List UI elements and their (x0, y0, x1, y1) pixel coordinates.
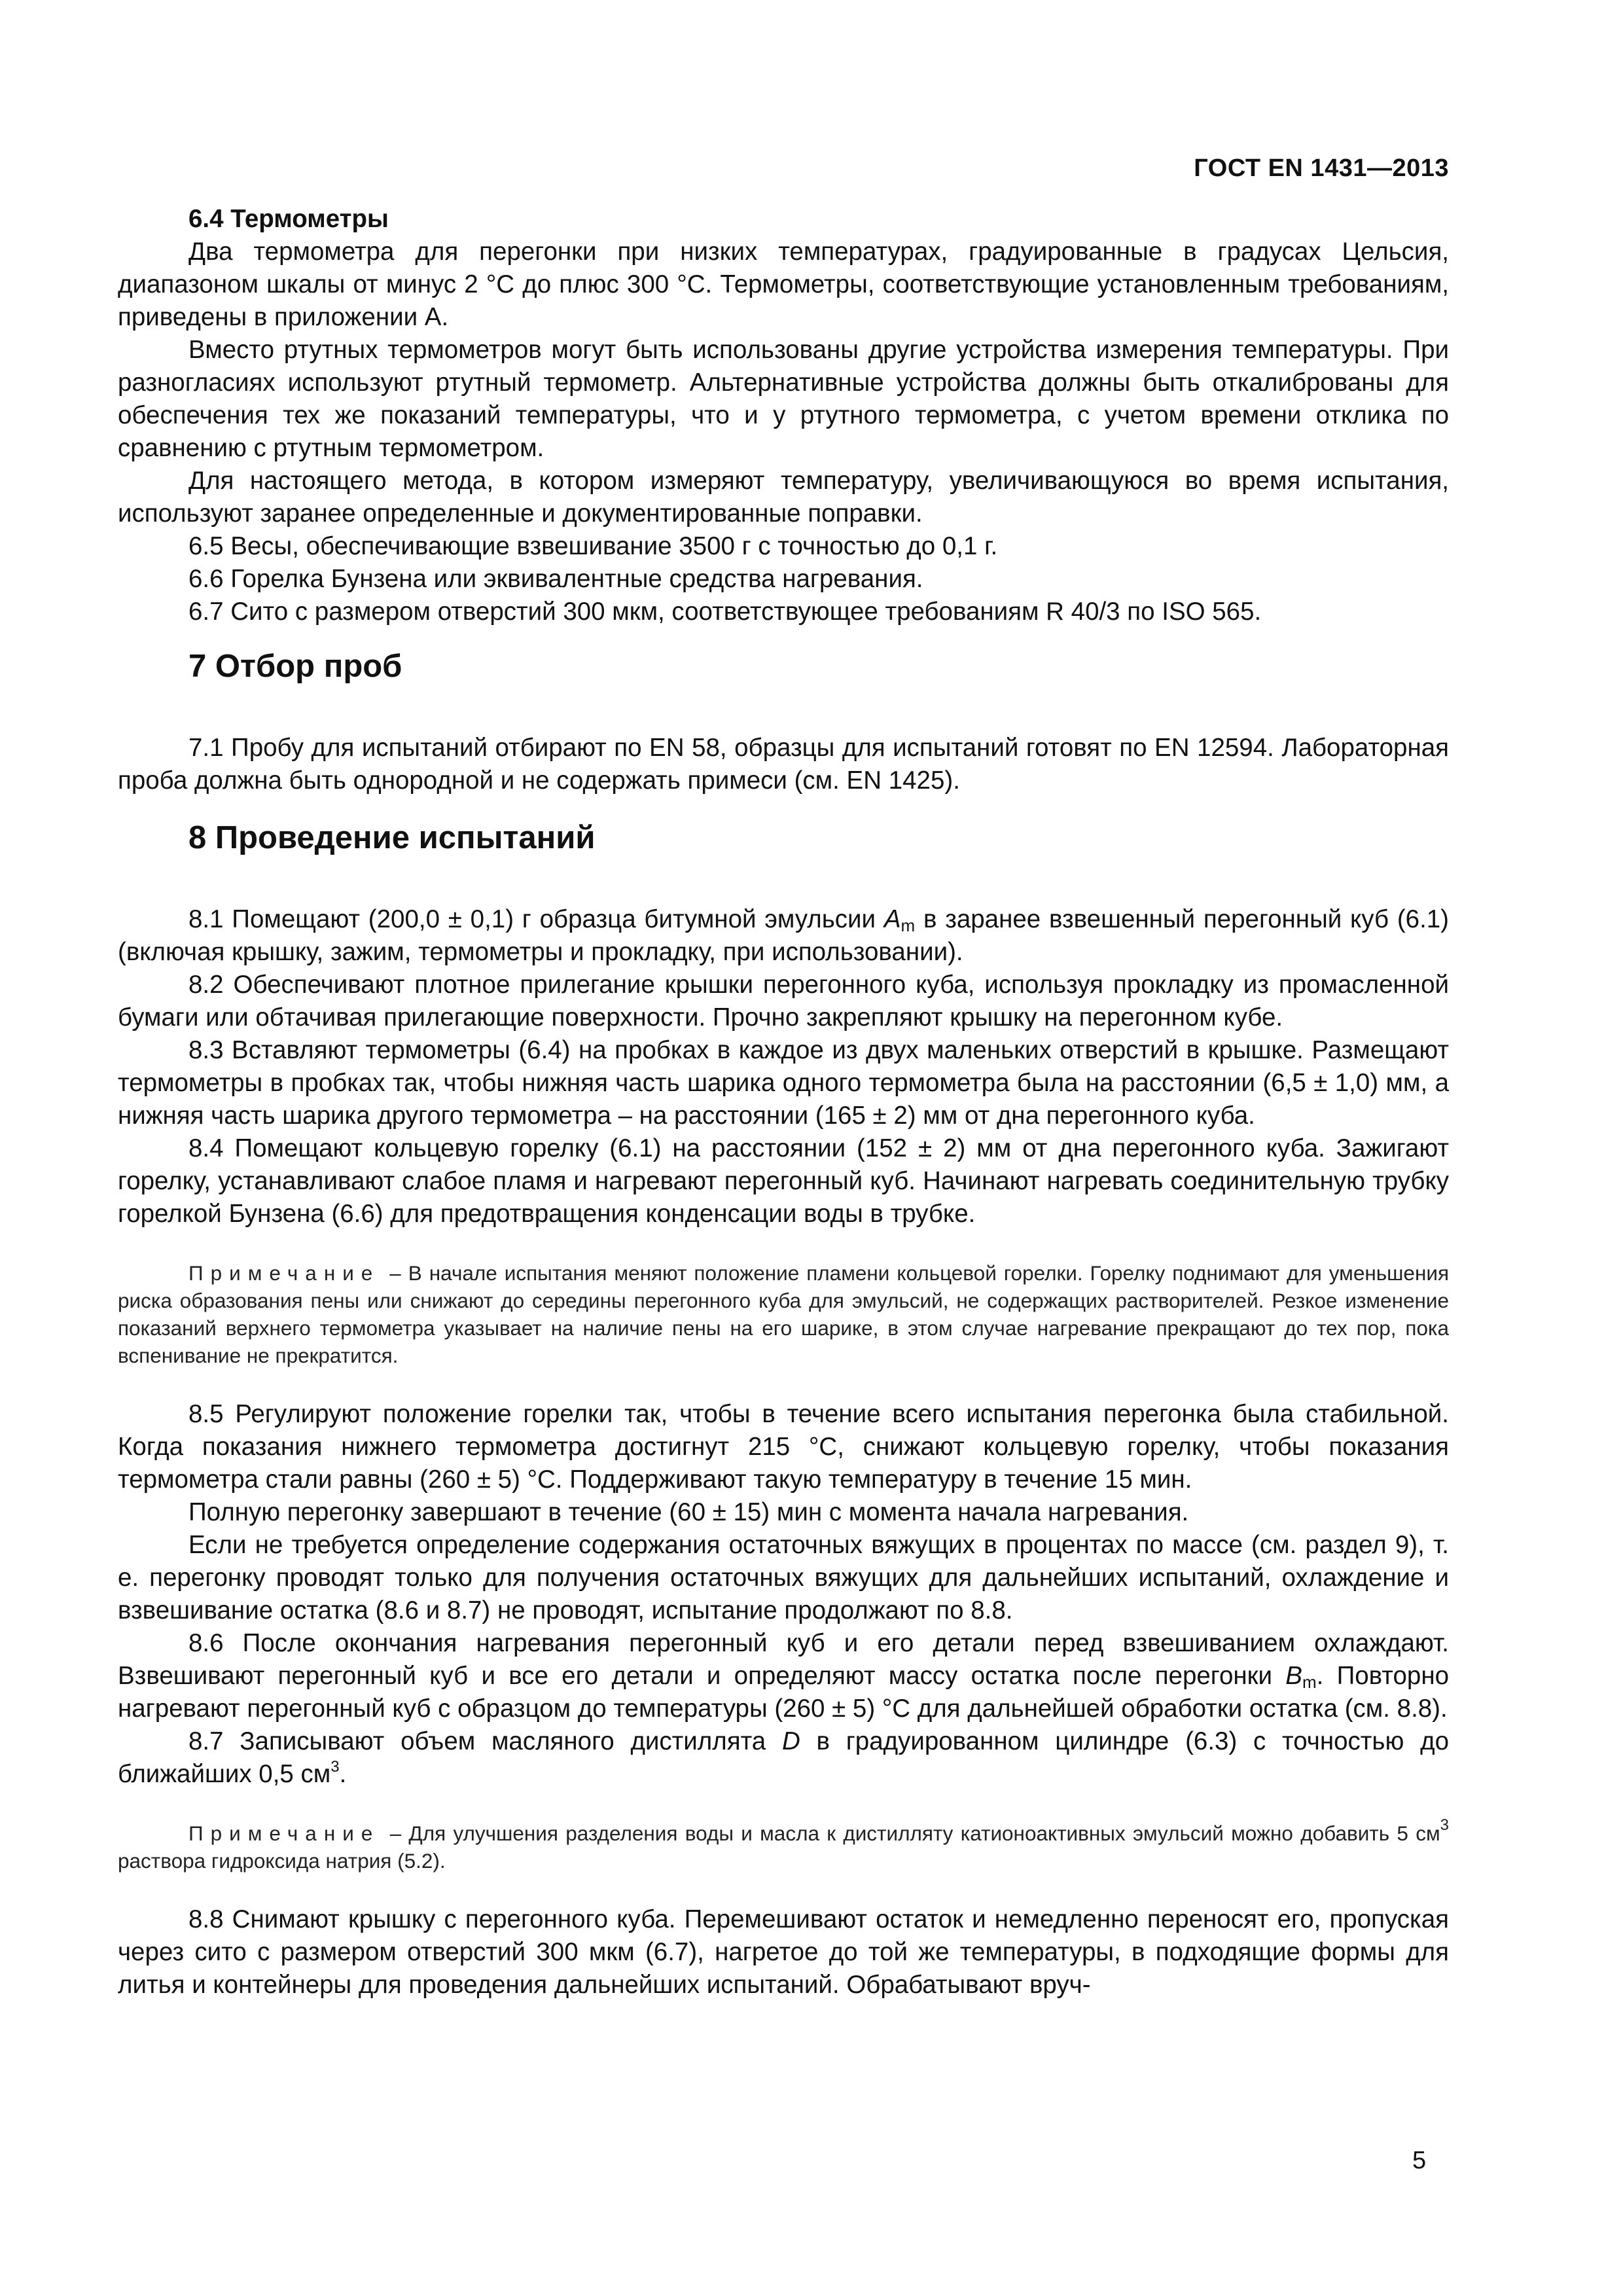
paragraph-8-4: 8.4 Помещают кольцевую горелку (6.1) на расстоянии (152 ± 2) мм от дна перегонного куба. Зажигают горелку, устанавливают слабое пламя и нагревают перегонный куб. Начинают нагревать соединительную трубку горелкой Бунзена (6.6) для предотвращения конденсации воды в трубке. (118, 1134, 1449, 1228)
section-6-4-title: 6.4 Термометры (188, 205, 389, 233)
note-2: Примечание – Для улучшения разделения воды и масла к дистилляту катионоактивных эмульсий можно добавить 5 $см^3$ раствора гидроксида натрия (5.2). (118, 1816, 1449, 1873)
section-8-heading: 8 Проведение испытаний (188, 820, 596, 855)
paragraph-7-1: 7.1 Пробу для испытаний отбирают по EN 58, образцы для испытаний готовят по EN 12594. Лабораторная проба должна быть однородной и не содержать примеси (см. EN 1425). (118, 734, 1449, 795)
paragraph-8-3: 8.3 Вставляют термометры (6.4) на пробках в каждое из двух маленьких отверстий в крышке. Размещают термометры в пробках так, чтобы нижняя часть шарика одного термометра была на расстоянии (6,5 ± 1,0) мм, а нижняя часть шарика другого термометра – на расстоянии (165 ± 2) мм от дна перегонного куба. (118, 1036, 1449, 1130)
note-label: Примечание (188, 1821, 380, 1845)
paragraph-6-5: 6.5 Весы, обеспечивающие взвешивание 3500 г с точностью до 0,1 г. (188, 532, 998, 560)
note-1: Примечание – В начале испытания меняют положение пламени кольцевой горелки. Горелку поднимают для уменьшения риска образования пены или снижают до середины перегонного куба для эмульсий, не содержащих растворителей. Резкое изменение показаний верхнего термометра указывает на наличие пены на его шарике, в этом случае нагревание прекращают до тех пор, пока вспенивание не прекратится. (118, 1261, 1449, 1367)
paragraph: Вместо ртутных термометров могут быть использованы другие устройства измерения температуры. При разногласиях используют ртутный термометр. Альтернативные устройства должны быть откалиброваны для обеспечения тех же показаний температуры, что и у ртутного термометра, с учетом времени отклика по сравнению с ртутным термометром. (118, 336, 1449, 462)
document-body (118, 203, 1449, 2001)
paragraph-8-1: 8.1 Помещают (200,0 ± 0,1) г образца битумной эмульсии $A_m$ в заранее взвешенный перегонный куб (6.1) (включая крышку, зажим, термометры и прокладку, при использовании). (118, 905, 1449, 966)
paragraph-8-5: 8.5 Регулируют положение горелки так, чтобы в течение всего испытания перегонка была стабильной. Когда показания нижнего термометра достигнут 215 °С, снижают кольцевую горелку, чтобы показания термометра стали равны (260 ± 5) °С. Поддерживают такую температуру в течение 15 мин. (118, 1400, 1449, 1494)
paragraph-6-6: 6.6 Горелка Бунзена или эквивалентные средства нагревания. (188, 565, 923, 593)
paragraph: Два термометра для перегонки при низких температурах, градуированные в градусах Цельсия, диапазоном шкалы от минус 2 °С до плюс 300 °С. Термометры, соответствующие установленным требованиям, приведены в приложении А. (118, 238, 1449, 331)
paragraph-6-7: 6.7 Сито с размером отверстий 300 мкм, соответствующее требованиям R 40/3 по ISO 565. (188, 598, 1262, 626)
paragraph-8-8: 8.8 Снимают крышку с перегонного куба. Перемешивают остаток и немедленно переносят его, пропуская через сито с размером отверстий 300 мкм (6.7), нагретое до той же температуры, в подходящие формы для литья и контейнеры для проведения дальнейших испытаний. Обрабатывают вруч- (118, 1905, 1449, 1999)
paragraph: Для настоящего метода, в котором измеряют температуру, увеличивающуюся во время испытания, используют заранее определенные и документированные поправки. (118, 467, 1449, 528)
note-label: Примечание (188, 1261, 380, 1285)
section-7-heading: 7 Отбор проб (188, 649, 402, 684)
document-code-header: ГОСТ EN 1431—2013 (1194, 154, 1449, 182)
paragraph: Если не требуется определение содержания остаточных вяжущих в процентах по массе (см. раздел 9), т. е. перегонку проводят только для получения остаточных вяжущих для дальнейших испытаний, охлаждение и взвешивание остатка (8.6 и 8.7) не проводят, испытание продолжают по 8.8. (118, 1531, 1449, 1624)
page-number: 5 (1412, 2147, 1427, 2174)
paragraph-8-6: 8.6 После окончания нагревания перегонный куб и его детали перед взвешиванием охлаждают. Взвешивают перегонный куб и все его детали и определяют массу остатка после перегонки $B_m$. Повторно нагревают перегонный куб с образцом до температуры (260 ± 5) °С для дальнейшей обработки остатка (см. 8.8). (118, 1629, 1449, 1723)
paragraph-8-7: 8.7 Записывают объем масляного дистиллята D в градуированном цилиндре (6.3) с точностью до ближайших 0,5 $см^3$. (118, 1727, 1449, 1788)
paragraph-8-2: 8.2 Обеспечивают плотное прилегание крышки перегонного куба, используя прокладку из промасленной бумаги или обтачивая прилегающие поверхности. Прочно закрепляют крышку на перегонном кубе. (118, 971, 1449, 1031)
paragraph: Полную перегонку завершают в течение (60 ± 15) мин с момента начала нагревания. (188, 1498, 1189, 1526)
